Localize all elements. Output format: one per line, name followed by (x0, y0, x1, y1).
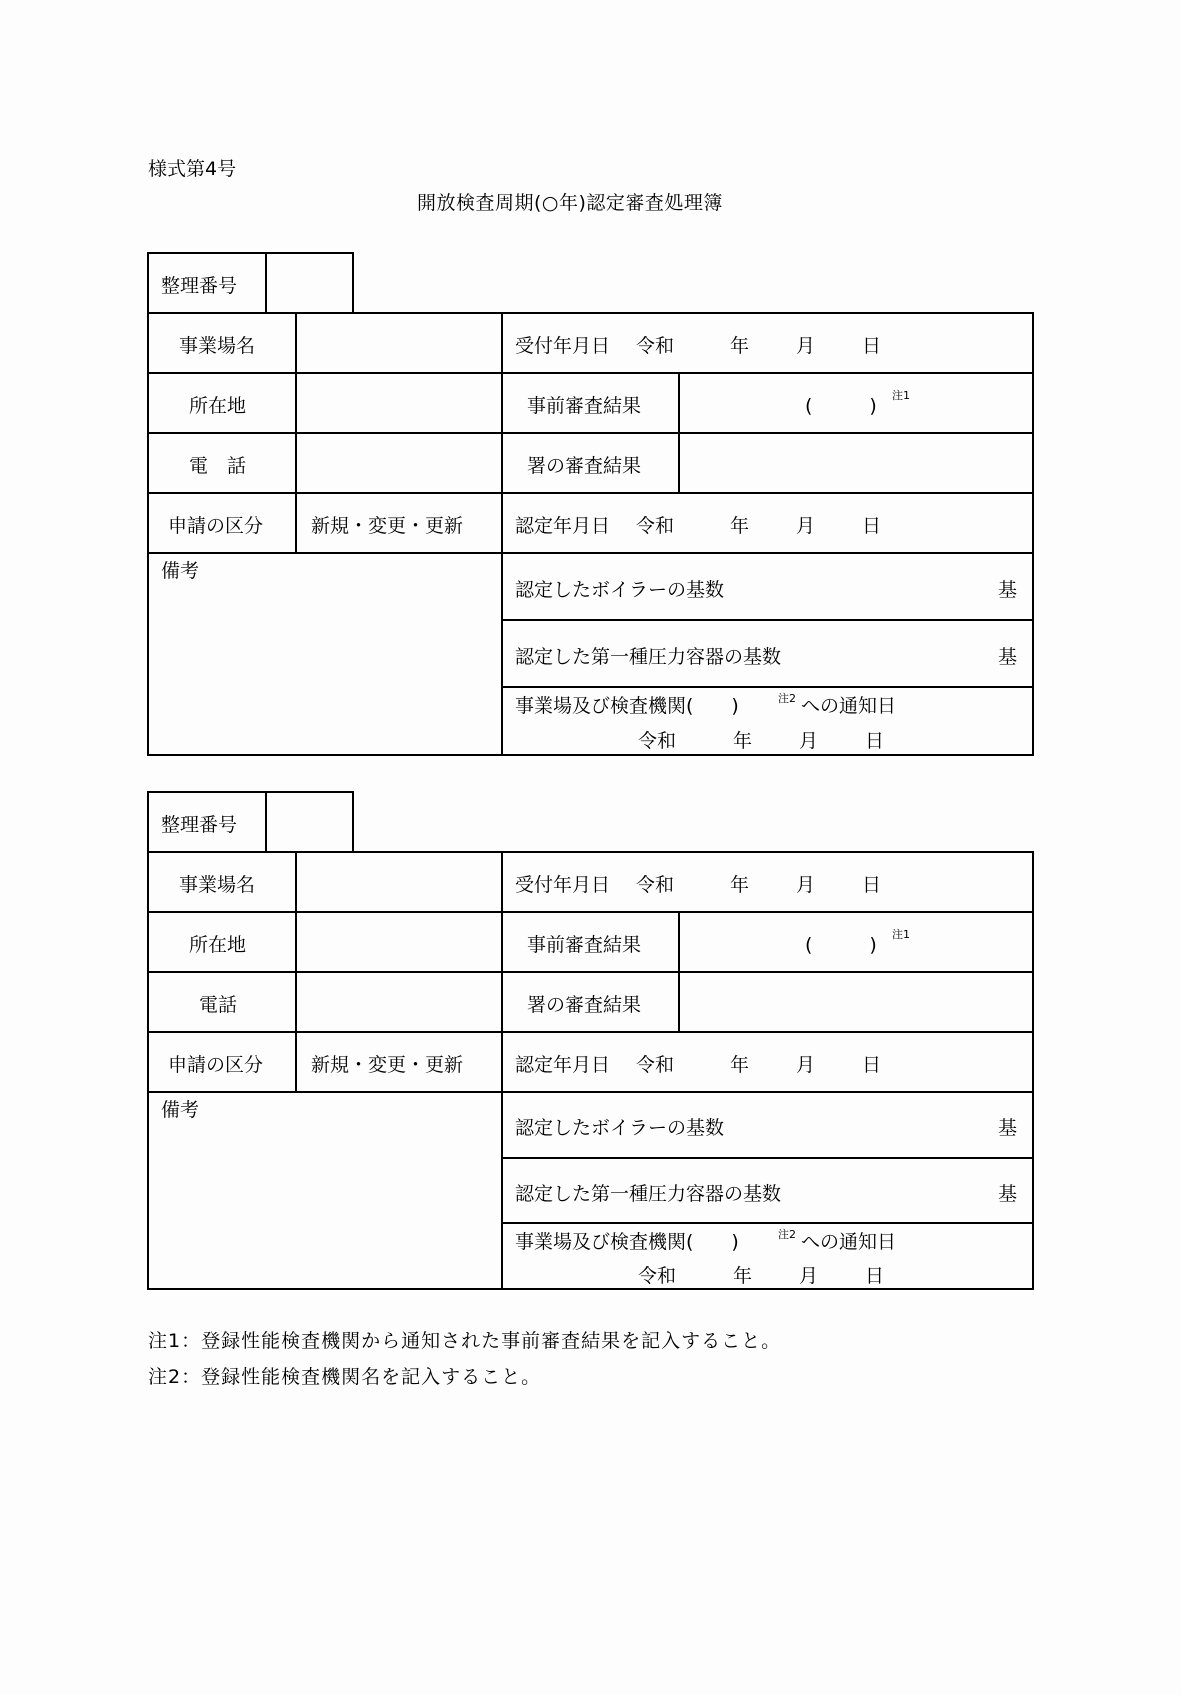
form-number: 様式第4号 (148, 158, 237, 180)
approval-date-year: 年 (730, 515, 750, 537)
receipt-date-day: 日 (862, 335, 882, 357)
approval-date-month: 月 (796, 1054, 816, 1076)
pre-review-label-cell (501, 372, 680, 434)
phone-label-cell (147, 971, 297, 1033)
notify-date-day: 日 (865, 1265, 885, 1287)
receipt-date-day: 日 (862, 874, 882, 896)
application-type-label-cell (147, 1031, 297, 1093)
note2-mark: 注2 (778, 1228, 796, 1241)
receipt-date-era: 令和 (636, 335, 675, 357)
approval-date-day: 日 (862, 515, 882, 537)
application-type-value: 新規・変更・更新 (311, 515, 464, 537)
business-name-label: 事業場名 (179, 874, 256, 896)
location-input[interactable] (295, 372, 503, 434)
office-review-label-cell (501, 432, 680, 494)
notify-label-pre: 事業場及び検査機関( ) (515, 1231, 739, 1253)
notify-date-cell[interactable] (501, 686, 1034, 756)
notify-label-pre: 事業場及び検査機関( ) (515, 695, 739, 717)
receipt-date-month: 月 (796, 335, 816, 357)
receipt-date-cell[interactable] (501, 312, 1034, 374)
location-label-cell (147, 372, 297, 434)
pre-review-paren: ( ) (805, 395, 877, 417)
vessel-count-label: 認定した第一種圧力容器の基数 (515, 1183, 782, 1205)
location-input[interactable] (295, 911, 503, 973)
application-type-label: 申請の区分 (168, 1054, 264, 1076)
pre-review-input[interactable] (678, 911, 1034, 973)
note1-mark: 注1 (892, 928, 910, 941)
note2-mark: 注2 (778, 692, 796, 705)
approval-date-cell[interactable] (501, 492, 1034, 554)
business-name-label-cell (147, 851, 297, 913)
footnote-2: 注2：登録性能検査機関名を記入すること。 (148, 1366, 542, 1388)
approval-date-label: 認定年月日 (515, 1054, 611, 1076)
approval-date-era: 令和 (636, 1054, 675, 1076)
boiler-count-cell[interactable] (501, 1091, 1034, 1159)
office-review-input[interactable] (678, 432, 1034, 494)
notify-date-year: 年 (733, 1265, 753, 1287)
notify-date-era: 令和 (638, 1265, 677, 1287)
receipt-date-label: 受付年月日 (515, 874, 611, 896)
approval-date-day: 日 (862, 1054, 882, 1076)
ref-no-input[interactable] (265, 791, 354, 853)
boiler-count-cell[interactable] (501, 552, 1034, 621)
pre-review-paren: ( ) (805, 934, 877, 956)
remarks-area[interactable] (147, 1091, 503, 1290)
application-type-value: 新規・変更・更新 (311, 1054, 464, 1076)
footnote-1: 注1：登録性能検査機関から通知された事前審査結果を記入すること。 (148, 1330, 782, 1352)
vessel-count-cell[interactable] (501, 1157, 1034, 1224)
approval-date-era: 令和 (636, 515, 675, 537)
office-review-input[interactable] (678, 971, 1034, 1033)
approval-date-cell[interactable] (501, 1031, 1034, 1093)
remarks-area[interactable] (147, 552, 503, 756)
phone-label: 電話 (199, 994, 238, 1016)
location-label: 所在地 (189, 934, 247, 956)
receipt-date-month: 月 (796, 874, 816, 896)
receipt-date-label: 受付年月日 (515, 335, 611, 357)
vessel-count-cell[interactable] (501, 619, 1034, 688)
pre-review-label: 事前審査結果 (527, 395, 642, 417)
ref-no-label-cell (147, 252, 267, 314)
application-type-options[interactable] (295, 492, 503, 554)
location-label-cell (147, 911, 297, 973)
pre-review-label-cell (501, 911, 680, 973)
location-label: 所在地 (189, 395, 247, 417)
ref-no-input[interactable] (265, 252, 354, 314)
notify-date-cell[interactable] (501, 1222, 1034, 1290)
vessel-count-unit: 基 (998, 646, 1018, 668)
pre-review-label: 事前審査結果 (527, 934, 642, 956)
phone-input[interactable] (295, 971, 503, 1033)
phone-label: 電 話 (189, 455, 247, 477)
phone-input[interactable] (295, 432, 503, 494)
notify-label-post: への通知日 (801, 695, 897, 717)
vessel-count-unit: 基 (998, 1183, 1018, 1205)
receipt-date-era: 令和 (636, 874, 675, 896)
pre-review-input[interactable] (678, 372, 1034, 434)
remarks-label: 備考 (161, 560, 200, 582)
application-type-label-cell (147, 492, 297, 554)
record-block-1 (147, 252, 1034, 750)
approval-date-year: 年 (730, 1054, 750, 1076)
receipt-date-year: 年 (730, 335, 750, 357)
receipt-date-year: 年 (730, 874, 750, 896)
notify-date-era: 令和 (638, 730, 677, 752)
business-name-input[interactable] (295, 851, 503, 913)
business-name-label-cell (147, 312, 297, 374)
vessel-count-label: 認定した第一種圧力容器の基数 (515, 646, 782, 668)
note1-mark: 注1 (892, 389, 910, 402)
ref-no-label: 整理番号 (161, 275, 238, 297)
application-type-options[interactable] (295, 1031, 503, 1093)
office-review-label: 署の審査結果 (527, 994, 642, 1016)
notify-date-month: 月 (799, 730, 819, 752)
office-review-label: 署の審査結果 (527, 455, 642, 477)
record-block-2 (147, 791, 1034, 1289)
boiler-count-label: 認定したボイラーの基数 (515, 579, 725, 601)
notify-date-month: 月 (799, 1265, 819, 1287)
phone-label-cell (147, 432, 297, 494)
approval-date-month: 月 (796, 515, 816, 537)
notify-date-day: 日 (865, 730, 885, 752)
application-type-label: 申請の区分 (168, 515, 264, 537)
page-title: 開放検査周期(○年)認定審査処理簿 (417, 192, 723, 214)
approval-date-label: 認定年月日 (515, 515, 611, 537)
business-name-input[interactable] (295, 312, 503, 374)
ref-no-label: 整理番号 (161, 814, 238, 836)
business-name-label: 事業場名 (179, 335, 256, 357)
receipt-date-cell[interactable] (501, 851, 1034, 913)
notify-date-year: 年 (733, 730, 753, 752)
ref-no-label-cell (147, 791, 267, 853)
notify-label-post: への通知日 (801, 1231, 897, 1253)
boiler-count-unit: 基 (998, 1117, 1018, 1139)
remarks-label: 備考 (161, 1099, 200, 1121)
boiler-count-unit: 基 (998, 579, 1018, 601)
office-review-label-cell (501, 971, 680, 1033)
boiler-count-label: 認定したボイラーの基数 (515, 1117, 725, 1139)
